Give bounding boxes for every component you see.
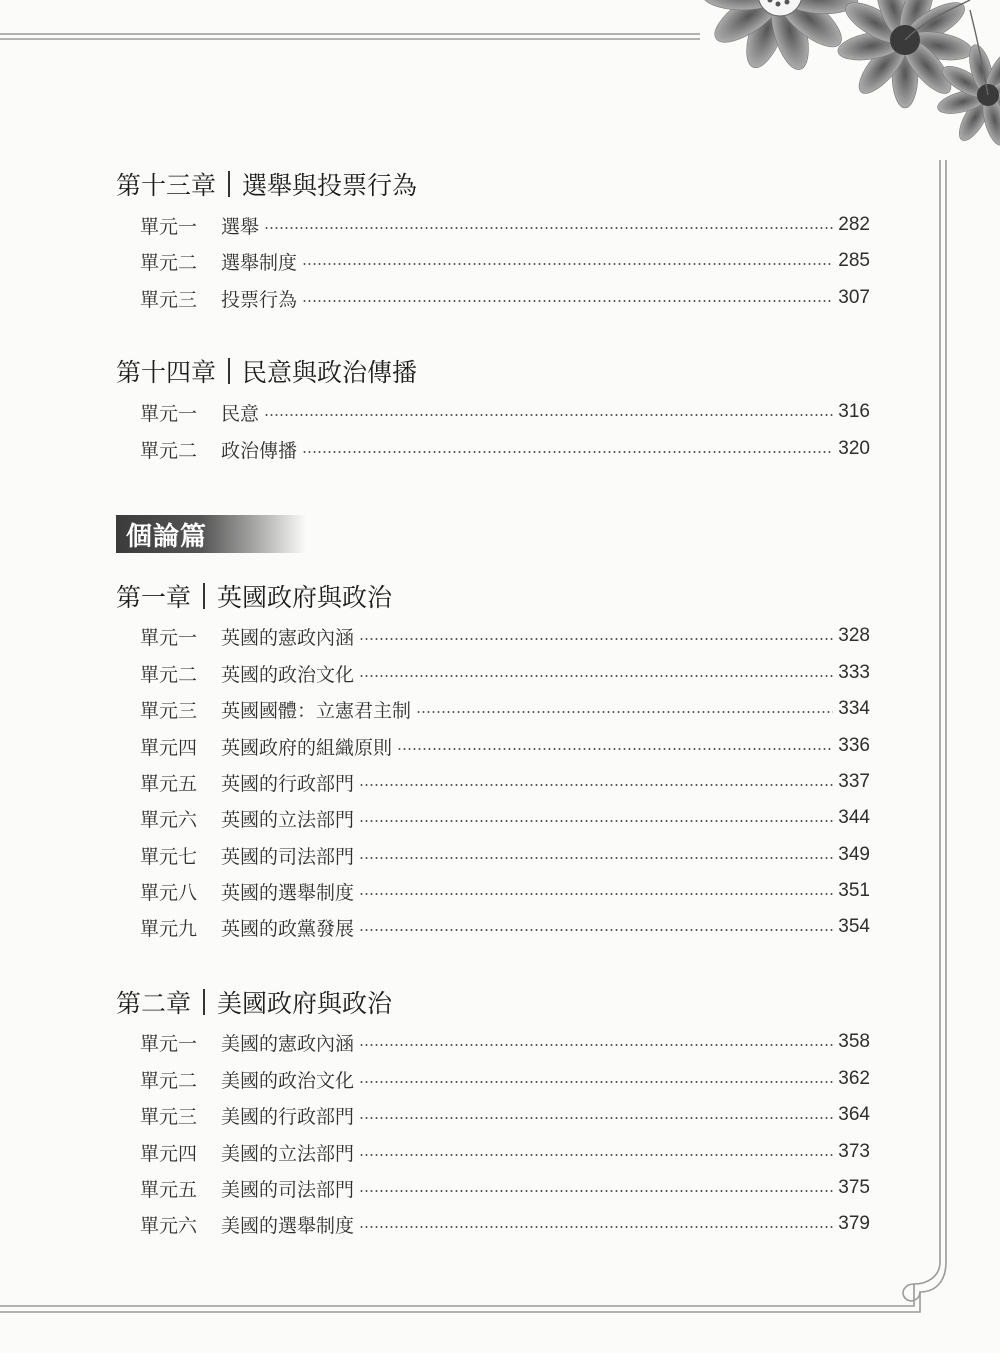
entry-title: 英國的選舉制度 bbox=[221, 881, 355, 904]
entry-title: 民意 bbox=[221, 402, 260, 425]
toc-entry[interactable] bbox=[140, 1176, 870, 1200]
unit-label: 單元二 bbox=[140, 251, 198, 274]
chapter-label: 第十四章 bbox=[116, 358, 217, 387]
toc-entry[interactable] bbox=[140, 437, 870, 461]
divider bbox=[228, 358, 230, 384]
dot-leader bbox=[264, 414, 833, 416]
unit-label: 單元七 bbox=[140, 845, 198, 868]
dot-leader bbox=[359, 1154, 833, 1156]
page-number: 337 bbox=[838, 771, 870, 792]
chapter-title: 美國政府與政治 bbox=[217, 989, 393, 1018]
dot-leader bbox=[359, 638, 833, 640]
dot-leader bbox=[359, 820, 833, 822]
toc-entry[interactable] bbox=[140, 249, 870, 273]
page-number: 373 bbox=[838, 1141, 870, 1162]
toc-entry[interactable] bbox=[140, 624, 870, 648]
chapter-label: 第十三章 bbox=[116, 171, 217, 200]
toc-entry[interactable] bbox=[140, 400, 870, 424]
page-number: 354 bbox=[838, 916, 870, 937]
page-number: 336 bbox=[838, 735, 870, 756]
dot-leader bbox=[359, 893, 833, 895]
entry-title: 美國的選舉制度 bbox=[221, 1214, 355, 1237]
toc-entry[interactable] bbox=[140, 734, 870, 758]
dot-leader bbox=[302, 451, 833, 453]
toc-entry[interactable] bbox=[140, 286, 870, 310]
unit-label: 單元一 bbox=[140, 1032, 198, 1055]
dot-leader bbox=[359, 929, 833, 931]
entry-title: 英國的行政部門 bbox=[221, 772, 355, 795]
page-number: 282 bbox=[838, 214, 870, 235]
divider bbox=[203, 583, 205, 609]
entry-title: 政治傳播 bbox=[221, 439, 298, 462]
page-number: 351 bbox=[838, 880, 870, 901]
unit-label: 單元一 bbox=[140, 402, 198, 425]
entry-title: 選舉 bbox=[221, 215, 260, 238]
unit-label: 單元二 bbox=[140, 663, 198, 686]
toc-entry[interactable] bbox=[140, 1067, 870, 1091]
page-number: 375 bbox=[838, 1177, 870, 1198]
unit-label: 單元三 bbox=[140, 1105, 198, 1128]
unit-label: 單元六 bbox=[140, 808, 198, 831]
section-banner bbox=[116, 515, 306, 553]
page-number: 285 bbox=[838, 250, 870, 271]
unit-label: 單元一 bbox=[140, 215, 198, 238]
toc-entry[interactable] bbox=[140, 1140, 870, 1164]
toc-entry[interactable] bbox=[140, 843, 870, 867]
chapter-label: 第二章 bbox=[116, 989, 192, 1018]
dot-leader bbox=[416, 711, 833, 713]
toc-entry[interactable] bbox=[140, 1212, 870, 1236]
divider bbox=[228, 171, 230, 197]
dot-leader bbox=[264, 227, 833, 229]
entry-title: 英國政府的組織原則 bbox=[221, 736, 393, 759]
chapter-title: 民意與政治傳播 bbox=[242, 358, 418, 387]
entry-title: 英國的政治文化 bbox=[221, 663, 355, 686]
page-number: 344 bbox=[838, 807, 870, 828]
page-number: 316 bbox=[838, 401, 870, 422]
chapter-heading bbox=[116, 578, 392, 614]
toc-entry[interactable] bbox=[140, 915, 870, 939]
dot-leader bbox=[359, 675, 833, 677]
unit-label: 單元二 bbox=[140, 1069, 198, 1092]
unit-label: 單元二 bbox=[140, 439, 198, 462]
unit-label: 單元三 bbox=[140, 699, 198, 722]
page-number: 362 bbox=[838, 1068, 870, 1089]
page-number: 334 bbox=[838, 698, 870, 719]
toc-entry[interactable] bbox=[140, 661, 870, 685]
dot-leader bbox=[359, 1226, 833, 1228]
unit-label: 單元三 bbox=[140, 288, 198, 311]
page-number: 358 bbox=[838, 1031, 870, 1052]
unit-label: 單元一 bbox=[140, 626, 198, 649]
entry-title: 英國的立法部門 bbox=[221, 808, 355, 831]
dot-leader bbox=[359, 784, 833, 786]
chapter-title: 英國政府與政治 bbox=[217, 583, 393, 612]
chapter-heading bbox=[116, 166, 417, 202]
dot-leader bbox=[302, 300, 833, 302]
unit-label: 單元四 bbox=[140, 736, 198, 759]
dot-leader bbox=[359, 1117, 833, 1119]
entry-title: 美國的政治文化 bbox=[221, 1069, 355, 1092]
chapter-heading bbox=[116, 984, 392, 1020]
entry-title: 投票行為 bbox=[221, 288, 298, 311]
section-title: 個論篇 bbox=[126, 521, 208, 552]
dot-leader bbox=[359, 857, 833, 859]
entry-title: 選舉制度 bbox=[221, 251, 298, 274]
chapter-heading bbox=[116, 353, 417, 389]
unit-label: 單元五 bbox=[140, 1178, 198, 1201]
unit-label: 單元五 bbox=[140, 772, 198, 795]
toc-entry[interactable] bbox=[140, 697, 870, 721]
toc-entry[interactable] bbox=[140, 879, 870, 903]
unit-label: 單元九 bbox=[140, 917, 198, 940]
dot-leader bbox=[397, 748, 833, 750]
entry-title: 美國的立法部門 bbox=[221, 1142, 355, 1165]
entry-title: 英國國體：立憲君主制 bbox=[221, 699, 412, 722]
chapter-title: 選舉與投票行為 bbox=[242, 171, 418, 200]
toc-entry[interactable] bbox=[140, 770, 870, 794]
unit-label: 單元八 bbox=[140, 881, 198, 904]
chapter-label: 第一章 bbox=[116, 583, 192, 612]
toc-entry[interactable] bbox=[140, 1030, 870, 1054]
page-number: 333 bbox=[838, 662, 870, 683]
entry-title: 美國的司法部門 bbox=[221, 1178, 355, 1201]
page-number: 349 bbox=[838, 844, 870, 865]
toc-entry[interactable] bbox=[140, 1103, 870, 1127]
page-number: 307 bbox=[838, 287, 870, 308]
dot-leader bbox=[359, 1081, 833, 1083]
dot-leader bbox=[302, 263, 833, 265]
entry-title: 英國的政黨發展 bbox=[221, 917, 355, 940]
page-number: 320 bbox=[838, 438, 870, 459]
toc-entry[interactable] bbox=[140, 806, 870, 830]
unit-label: 單元六 bbox=[140, 1214, 198, 1237]
flower-decoration-icon bbox=[670, 0, 1000, 160]
entry-title: 英國的司法部門 bbox=[221, 845, 355, 868]
toc-entry[interactable] bbox=[140, 213, 870, 237]
unit-label: 單元四 bbox=[140, 1142, 198, 1165]
page-number: 328 bbox=[838, 625, 870, 646]
divider bbox=[203, 989, 205, 1015]
page-number: 364 bbox=[838, 1104, 870, 1125]
dot-leader bbox=[359, 1190, 833, 1192]
entry-title: 美國的憲政內涵 bbox=[221, 1032, 355, 1055]
entry-title: 英國的憲政內涵 bbox=[221, 626, 355, 649]
entry-title: 美國的行政部門 bbox=[221, 1105, 355, 1128]
dot-leader bbox=[359, 1044, 833, 1046]
page-number: 379 bbox=[838, 1213, 870, 1234]
